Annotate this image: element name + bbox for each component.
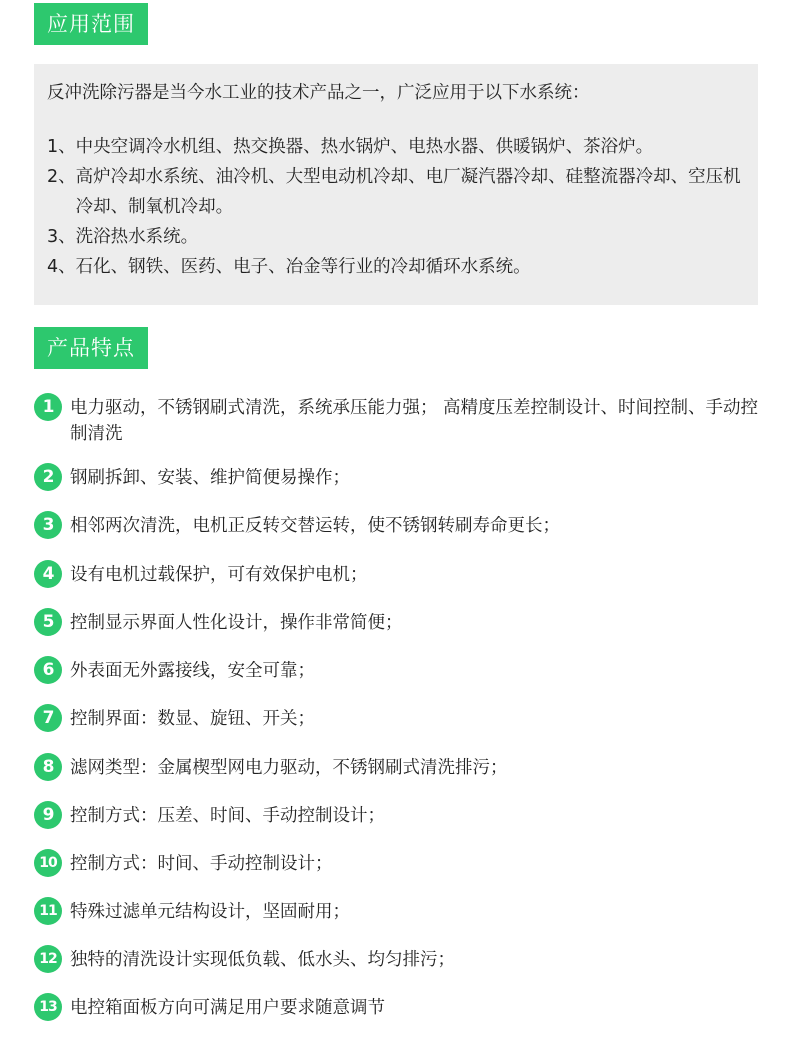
feature-item-5 (34, 609, 764, 636)
number-badge-11: 11 (34, 897, 62, 925)
feature-text: 特殊过滤单元结构设计，坚固耐用； (70, 902, 350, 922)
number-badge-4: 4 (34, 560, 62, 588)
scope-item-number: 2、 (47, 167, 76, 187)
feature-item-7 (34, 705, 764, 732)
scope-item-text: 石化、钢铁、医药、电子、冶金等行业的冷却循环水系统。 (75, 257, 531, 277)
section-title-application-scope: 应用范围 (34, 3, 148, 45)
number-badge-13: 13 (34, 993, 62, 1021)
scope-item-text: 高炉冷却水系统、油冷机、大型电动机冷却、电厂凝汽器冷却、硅整流器冷却、空压机冷却、制氧机冷却。 (75, 167, 741, 217)
feature-text: 控制方式：时间、手动控制设计； (70, 854, 333, 874)
feature-item-3 (34, 512, 764, 539)
number-badge-8: 8 (34, 753, 62, 781)
feature-text: 钢刷拆卸、安装、维护简便易操作； (70, 468, 350, 488)
feature-item-1 (34, 394, 764, 447)
feature-item-10 (34, 850, 764, 877)
feature-text: 控制界面：数显、旋钮、开关； (70, 709, 315, 729)
scope-item-3 (47, 222, 745, 252)
feature-text: 独特的清洗设计实现低负载、低水头、均匀排污； (70, 950, 455, 970)
number-badge-2: 2 (34, 463, 62, 491)
application-scope-box (34, 64, 758, 305)
feature-text: 外表面无外露接线，安全可靠； (70, 661, 315, 681)
scope-intro: 反冲洗除污器是当今水工业的技术产品之一，广泛应用于以下水系统： (47, 83, 590, 103)
scope-item-2 (47, 162, 745, 222)
number-badge-12: 12 (34, 945, 62, 973)
number-badge-5: 5 (34, 608, 62, 636)
scope-item-number: 3、 (47, 227, 76, 247)
feature-item-6 (34, 657, 764, 684)
feature-text: 控制方式：压差、时间、手动控制设计； (70, 806, 385, 826)
feature-text: 电力驱动，不锈钢刷式清洗，系统承压能力强； 高精度压差控制设计、时间控制、手动控制清洗 (70, 398, 759, 444)
feature-text: 相邻两次清洗，电机正反转交替运转，使不锈钢转刷寿命更长； (70, 516, 560, 536)
feature-item-11 (34, 898, 764, 925)
number-badge-10: 10 (34, 849, 62, 877)
scope-item-number: 1、 (47, 137, 76, 157)
number-badge-9: 9 (34, 801, 62, 829)
feature-item-12 (34, 946, 764, 973)
scope-item-number: 4、 (47, 257, 76, 277)
feature-text: 滤网类型：金属楔型网电力驱动，不锈钢刷式清洗排污； (70, 758, 508, 778)
feature-item-2 (34, 464, 764, 491)
scope-item-text: 洗浴热水系统。 (75, 227, 199, 247)
feature-text: 电控箱面板方向可满足用户要求随意调节 (70, 998, 385, 1018)
number-badge-3: 3 (34, 511, 62, 539)
scope-item-1 (47, 132, 745, 162)
feature-item-8 (34, 754, 764, 781)
section-title-product-features: 产品特点 (34, 327, 148, 369)
scope-item-text: 中央空调冷水机组、热交换器、热水锅炉、电热水器、供暖锅炉、茶浴炉。 (75, 137, 654, 157)
scope-item-4 (47, 252, 745, 282)
number-badge-1: 1 (34, 393, 62, 421)
feature-text: 设有电机过载保护，可有效保护电机； (70, 565, 368, 585)
feature-item-13 (34, 994, 764, 1021)
feature-item-4 (34, 561, 764, 588)
feature-text: 控制显示界面人性化设计，操作非常简便； (70, 613, 403, 633)
number-badge-6: 6 (34, 656, 62, 684)
number-badge-7: 7 (34, 704, 62, 732)
feature-item-9 (34, 802, 764, 829)
